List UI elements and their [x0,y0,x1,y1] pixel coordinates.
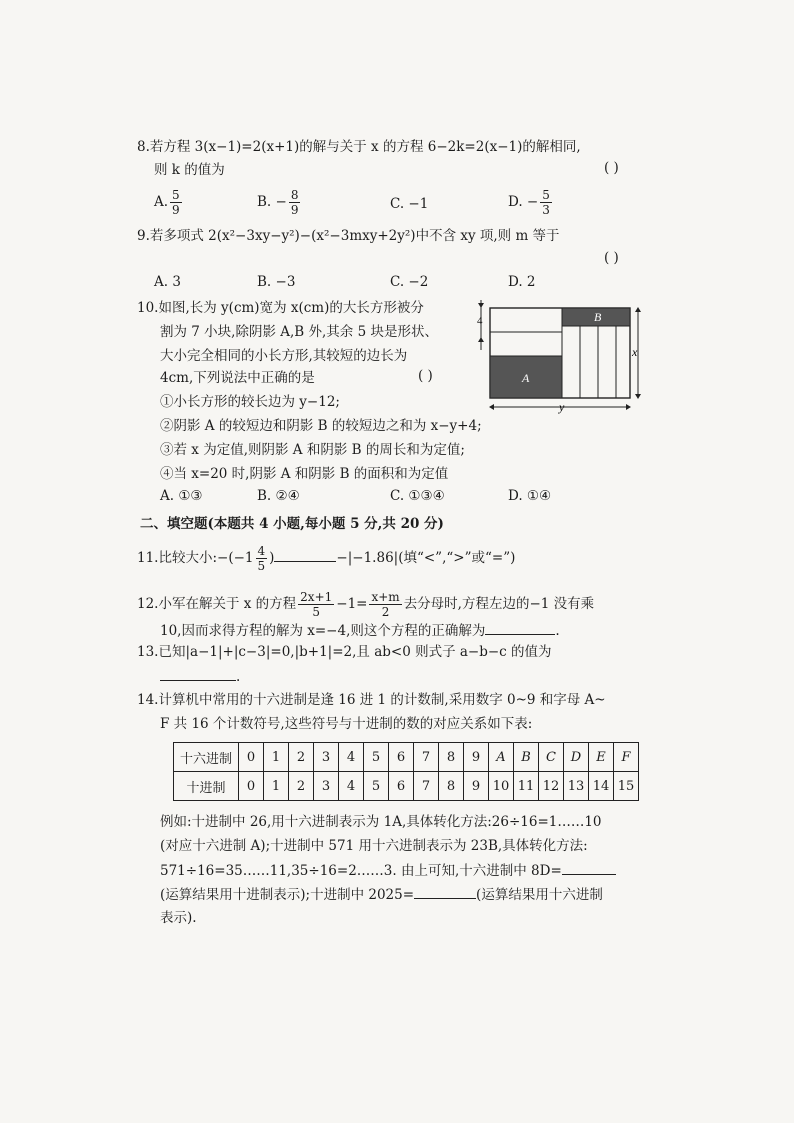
table-cell: C [539,743,564,772]
table-cell: 4 [339,743,364,772]
q10-answer-paren: ( ) [418,368,433,384]
q10-option-b[interactable]: B. ②④ [257,488,300,504]
q8-option-d[interactable]: D. − $\frac{5}{3}$ [508,188,550,217]
q13-line1: 13.已知|a−1|+|c−3|=0,|b+1|=2,且 ab<0 则式子 a−b−c 的值为 [137,644,552,660]
table-cell: 6 [389,772,414,801]
table-cell: 0 [239,743,264,772]
fraction: $\frac{x+m}{2}$ [371,590,400,619]
q10-option-c[interactable]: C. ①③④ [390,488,445,504]
q10-statement-3: ③若 x 为定值,则阴影 A 和阴影 B 的周长和为定值; [160,442,465,458]
q14-answer-blank-2[interactable] [414,884,476,899]
q13-line2: . [160,666,240,687]
label-y: y [559,400,565,414]
q13-answer-blank[interactable] [160,666,236,681]
table-cell: 4 [339,772,364,801]
table-cell: D [564,743,589,772]
table-cell: 13 [564,772,589,801]
table-row [174,772,639,801]
table-cell: 5 [364,772,389,801]
table-cell: 1 [264,743,289,772]
arrow-head [635,307,641,312]
q14-line1: 14.计算机中常用的十六进制是逢 16 进 1 的计数制,采用数字 0~9 和字母 A~ [137,692,606,708]
q9-answer-paren: ( ) [604,250,619,266]
arrow-head [489,404,494,410]
q11-answer-blank[interactable] [274,547,336,562]
q14-example-line2: (对应十六进制 A);十进制中 571 用十六进制表示为 23B,具体转化方法: [160,838,588,854]
q12-line2: 10,因而求得方程的解为 x=−4,则这个方程的正确解为 . [160,620,560,641]
table-cell: 3 [314,772,339,801]
section-heading-fill-in: 二、填空题(本题共 4 小题,每小题 5 分,共 20 分) [140,516,444,532]
q14-example-line4: (运算结果用十进制表示);十进制中 2025= (运算结果用十六进制 [160,884,603,905]
row-header: 十进制 [174,772,239,801]
table-cell: 7 [414,743,439,772]
table-cell: 12 [539,772,564,801]
table-cell: E [589,743,614,772]
fraction: $\frac{5}{9}$ [172,188,180,217]
hex-decimal-table [173,742,639,801]
table-cell: 8 [439,772,464,801]
table-cell: 8 [439,743,464,772]
arrow-head [478,337,484,342]
table-cell: 1 [264,772,289,801]
label-x: x [632,345,638,359]
q9-option-d[interactable]: D. 2 [508,274,536,290]
q10-option-d[interactable]: D. ①④ [508,488,552,504]
q8-option-b[interactable]: B. − $\frac{8}{9}$ [257,188,299,217]
fraction: $\frac{2x+1}{5}$ [300,590,333,619]
q14-example-line5: 表示). [160,910,197,926]
q10-line3: 大小完全相同的小长方形,其较短的边长为 [160,348,408,364]
fraction: $\frac{8}{9}$ [290,188,299,217]
table-cell: 7 [414,772,439,801]
table-cell: A [489,743,514,772]
q9-option-b[interactable]: B. −3 [257,274,296,290]
q10-statement-1: ①小长方形的较长边为 y−12; [160,394,340,410]
table-cell: 2 [289,743,314,772]
table-cell: 0 [239,772,264,801]
q11-line: 11.比较大小:−(−1 $\frac{4}{5}$ ) −|−1.86|(填“<”,“>”或“=”) [137,544,516,573]
q10-option-a[interactable]: A. ①③ [160,488,203,504]
arrow-head [635,394,641,399]
q10-line4: 4cm,下列说法中正确的是 [160,370,315,386]
q10-rectangle-figure [476,298,644,414]
table-cell: 3 [314,743,339,772]
table-cell: 6 [389,743,414,772]
q14-answer-blank-1[interactable] [562,860,616,875]
q8-option-a[interactable]: A. $\frac{5}{9}$ [154,188,180,217]
q10-statement-2: ②阴影 A 的较短边和阴影 B 的较短边之和为 x−y+4; [160,418,482,434]
q14-example-line1: 例如:十进制中 26,用十六进制表示为 1A,具体转化方法:26÷16=1……10 [160,814,602,830]
table-cell: 9 [464,772,489,801]
arrow-head [626,404,631,410]
fraction: $\frac{5}{3}$ [542,188,550,217]
arrow-head [478,303,484,308]
label-4: 4 [477,315,483,327]
table-cell: B [514,743,539,772]
q12-answer-blank[interactable] [485,620,555,635]
q8-answer-paren: ( ) [604,160,619,176]
label-a: A [522,371,530,385]
table-cell: 11 [514,772,539,801]
q8-line1: 8.若方程 3(x−1)=2(x+1)的解与关于 x 的方程 6−2k=2(x−1)的解相同, [137,139,581,155]
q8-line2: 则 k 的值为 [154,162,225,178]
table-cell: 14 [589,772,614,801]
fraction: $\frac{4}{5}$ [257,544,266,573]
table-cell: 9 [464,743,489,772]
row-header: 十六进制 [174,743,239,772]
q8-option-c[interactable]: C. −1 [390,196,429,212]
q9-option-c[interactable]: C. −2 [390,274,429,290]
q10-line1: 10.如图,长为 y(cm)宽为 x(cm)的大长方形被分 [137,300,424,316]
q9-line1: 9.若多项式 2(x²−3xy−y²)−(x²−3mxy+2y²)中不含 xy 项,则 m 等于 [137,228,560,244]
label-b: B [594,310,602,324]
q14-example-line3: 571÷16=35……11,35÷16=2……3. 由上可知,十六进制中 8D= [160,860,616,881]
table-row [174,743,639,772]
table-cell: 10 [489,772,514,801]
table-cell: 15 [614,772,639,801]
q12-line1: 12.小军在解关于 x 的方程 $\frac{2x+1}{5}$ −1= $\frac{x+m}{2}$ 去分母时,方程左边的−1 没有乘 [137,590,595,619]
table-cell: 5 [364,743,389,772]
table-cell: 2 [289,772,314,801]
table-cell: F [614,743,639,772]
q14-line2: F 共 16 个计数符号,这些符号与十进制的数的对应关系如下表: [160,716,533,732]
q10-statement-4: ④当 x=20 时,阴影 A 和阴影 B 的面积和为定值 [160,466,449,482]
q10-line2: 割为 7 小块,除阴影 A,B 外,其余 5 块是形状、 [160,324,438,340]
q9-option-a[interactable]: A. 3 [154,274,181,290]
